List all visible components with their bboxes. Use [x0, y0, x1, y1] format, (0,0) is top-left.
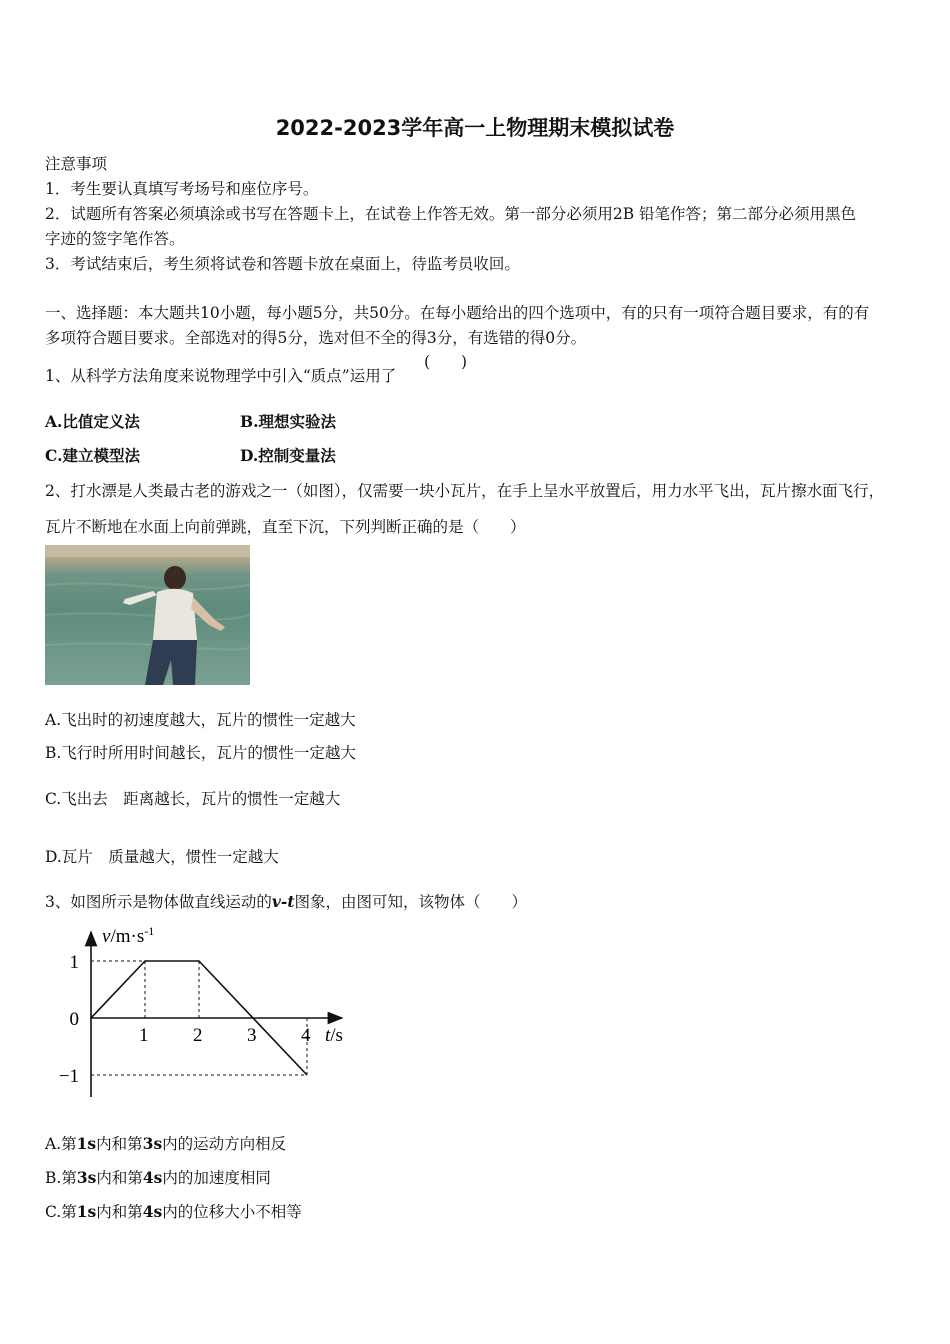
q3-stem-pre: 3、如图所示是物体做直线运动的 — [45, 893, 272, 911]
q3-stem-post: 图象，由图可知，该物体（ ） — [294, 893, 527, 911]
y-axis-label: $v/m\cdot s^{-1}$ — [102, 924, 155, 947]
q3-option-a-t2: 3s — [142, 1134, 163, 1153]
y-tick-label: 1 — [69, 952, 79, 973]
q3-option-b-pre: B.第 — [45, 1169, 77, 1187]
q1-option-b: B.理想实验法 — [240, 412, 336, 431]
x-axis-label: t/s — [325, 1025, 343, 1046]
x-tick-label: 3 — [247, 1025, 257, 1046]
q2-stem: 2、打水漂是人类最古老的游戏之一（如图），仅需要一块小瓦片，在手上呈水平放置后，用力水平飞出，瓦片擦水面飞行， — [45, 482, 885, 500]
notice-item: 3．考试结束后，考生须将试卷和答题卡放在桌面上，待监考员收回。 — [45, 255, 520, 273]
q1-option-a: A.比值定义法 — [45, 412, 140, 431]
q1-stem: 1、从科学方法角度来说物理学中引入“质点”运用了 — [45, 367, 397, 385]
q3-option-c-t1: 1s — [76, 1202, 97, 1221]
notice-item: 1．考生要认真填写考场号和座位序号。 — [45, 180, 319, 198]
q2-option-c: C.飞出去 距离越长，瓦片的惯性一定越大 — [45, 790, 341, 808]
q2-option-d: D.瓦片 质量越大，惯性一定越大 — [45, 848, 279, 866]
notice-item: 2．试题所有答案必须填涂或书写在答题卡上，在试卷上作答无效。第一部分必须用2B 铅笔作答；第二部分必须用黑色 — [45, 205, 857, 223]
page-title: 2022-2023学年高一上物理期末模拟试卷 — [275, 116, 675, 140]
q3-option-c-pre: C.第 — [45, 1203, 77, 1221]
q1-option-d: D.控制变量法 — [240, 446, 336, 465]
notice-heading: 注意事项 — [45, 155, 108, 173]
stone-skipping-photo — [45, 545, 250, 685]
q3-option-a-t1: 1s — [76, 1134, 97, 1153]
q3-option-b — [45, 1166, 271, 1188]
section-instructions: 一、选择题：本大题共10小题，每小题5分，共50分。在每小题给出的四个选项中，有的只有一项符合题目要求，有的有 — [45, 304, 870, 322]
q3-option-b-t1: 3s — [76, 1168, 97, 1187]
section-instructions: 多项符合题目要求。全部选对的得5分，选对但不全的得3分，有选错的得0分。 — [45, 329, 587, 347]
q3-option-c-mid: 内和第 — [96, 1203, 143, 1221]
q3-option-c-t2: 4s — [142, 1202, 163, 1221]
x-tick-label: 4 — [301, 1025, 311, 1046]
q2-option-b: B.飞行时所用时间越长，瓦片的惯性一定越大 — [45, 744, 356, 762]
q3-option-b-post: 内的加速度相同 — [162, 1169, 271, 1187]
q3-option-c-post: 内的位移大小不相等 — [162, 1203, 302, 1221]
q3-option-a-pre: A.第 — [45, 1135, 77, 1153]
q2-option-a: A.飞出时的初速度越大，瓦片的惯性一定越大 — [45, 711, 356, 729]
notice-item: 字迹的签字笔作答。 — [45, 230, 185, 248]
q3-stem — [45, 890, 527, 912]
q3-stem-var: v-t — [271, 892, 295, 911]
q3-option-a — [45, 1132, 286, 1154]
vt-graph — [50, 922, 360, 1102]
y-tick-label: 0 — [69, 1009, 79, 1030]
x-tick-label: 2 — [193, 1025, 203, 1046]
q1-blank: ( ) — [424, 353, 468, 371]
q3-option-c — [45, 1200, 302, 1222]
q2-stem: 瓦片不断地在水面上向前弹跳，直至下沉，下列判断正确的是（ ） — [45, 518, 526, 536]
q3-option-a-post: 内的运动方向相反 — [162, 1135, 287, 1153]
q1-option-c: C.建立模型法 — [45, 446, 140, 465]
x-tick-label: 1 — [139, 1025, 149, 1046]
q3-option-a-mid: 内和第 — [96, 1135, 143, 1153]
q3-option-b-t2: 4s — [142, 1168, 163, 1187]
q3-option-b-mid: 内和第 — [96, 1169, 143, 1187]
y-tick-label: −1 — [58, 1066, 79, 1087]
